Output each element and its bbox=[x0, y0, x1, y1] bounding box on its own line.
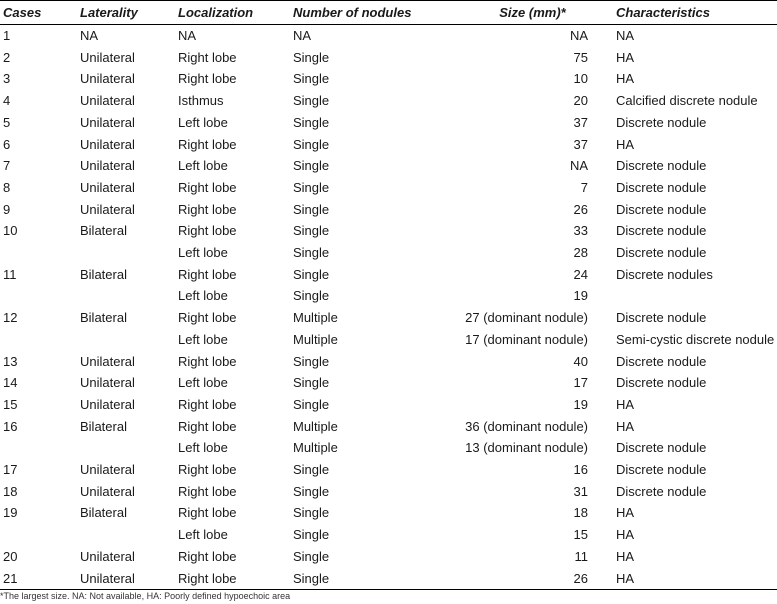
table-row bbox=[0, 437, 777, 459]
table-row bbox=[0, 329, 777, 351]
cell-case: 1 bbox=[3, 28, 11, 43]
cell-size: 18 bbox=[573, 505, 588, 521]
cell-nodule-count: Single bbox=[293, 114, 330, 130]
cell-laterality: Bilateral bbox=[80, 310, 127, 326]
cell-localization: Right lobe bbox=[178, 310, 237, 326]
cell-characteristics: HA bbox=[616, 418, 635, 434]
cell-laterality: Unilateral bbox=[80, 179, 135, 195]
cell-characteristics: HA bbox=[616, 548, 635, 564]
cell-characteristics bbox=[616, 285, 777, 307]
cell-characteristics: HA bbox=[616, 49, 635, 65]
cell-laterality bbox=[80, 285, 178, 307]
table-row bbox=[0, 90, 777, 112]
cell-characteristics: Discrete nodule bbox=[616, 158, 707, 174]
table-row bbox=[0, 25, 777, 47]
cell-nodule-count: Single bbox=[293, 201, 330, 217]
cell-size: 20 bbox=[573, 93, 588, 109]
cell-characteristics: Discrete nodule bbox=[616, 245, 707, 261]
cell-localization: Isthmus bbox=[178, 93, 224, 109]
cell-laterality: Bilateral bbox=[80, 505, 127, 521]
cell-case: 2 bbox=[3, 49, 11, 65]
cell-size: 31 bbox=[573, 483, 588, 499]
cell-nodule-count: Single bbox=[293, 223, 330, 239]
cell-characteristics: Semi-cystic discrete nodule bbox=[616, 331, 775, 347]
cell-localization: Right lobe bbox=[178, 353, 237, 369]
cell-localization: Left lobe bbox=[178, 527, 228, 543]
table-row bbox=[0, 568, 777, 590]
table-body bbox=[0, 25, 777, 590]
cell-size: 36 (dominant nodule) bbox=[465, 418, 588, 434]
table-row bbox=[0, 394, 777, 416]
cell-laterality: Unilateral bbox=[80, 49, 135, 65]
cell-size: 26 bbox=[573, 201, 588, 217]
cell-nodule-count: Single bbox=[293, 527, 330, 543]
cell-nodule-count: Single bbox=[293, 483, 330, 499]
cell-laterality bbox=[80, 329, 178, 351]
cell-characteristics: Discrete nodule bbox=[616, 483, 707, 499]
table-row bbox=[0, 155, 777, 177]
cell-nodule-count: Single bbox=[293, 179, 330, 195]
table-row bbox=[0, 264, 777, 286]
cell-nodule-count: Single bbox=[293, 462, 330, 478]
cell-size: 7 bbox=[580, 179, 588, 195]
cell-localization: Right lobe bbox=[178, 179, 237, 195]
table-row bbox=[0, 546, 777, 568]
cell-localization: Right lobe bbox=[178, 266, 237, 282]
table-row bbox=[0, 372, 777, 394]
cell-laterality: Unilateral bbox=[80, 114, 135, 130]
cell-case: 11 bbox=[3, 266, 17, 282]
cell-case: 16 bbox=[3, 418, 18, 434]
cell-nodule-count: Single bbox=[293, 375, 330, 391]
cell-size: 33 bbox=[573, 223, 588, 239]
cell-characteristics: HA bbox=[616, 568, 777, 590]
cell-size: 27 (dominant nodule) bbox=[465, 310, 588, 326]
header-cases: Cases bbox=[0, 1, 80, 25]
cell-nodule-count: Single bbox=[293, 158, 330, 174]
table-row bbox=[0, 177, 777, 199]
cell-localization: Right lobe bbox=[178, 223, 237, 239]
cell-nodule-count: Single bbox=[293, 505, 330, 521]
cell-size: 24 bbox=[573, 266, 588, 282]
cell-localization: Left lobe bbox=[178, 375, 228, 391]
cell-case: 21 bbox=[0, 568, 80, 590]
cell-localization: Right lobe bbox=[178, 418, 237, 434]
cell-laterality: Unilateral bbox=[80, 462, 135, 478]
cell-size: 26 bbox=[413, 568, 616, 590]
cell-characteristics: Discrete nodule bbox=[616, 179, 707, 195]
cell-laterality: Unilateral bbox=[80, 483, 135, 499]
cell-size: 37 bbox=[573, 136, 588, 152]
cell-case bbox=[0, 437, 80, 459]
cell-localization: Right lobe bbox=[178, 548, 237, 564]
table-header bbox=[0, 1, 777, 25]
cell-case: 18 bbox=[3, 483, 18, 499]
cell-localization: Right lobe bbox=[178, 201, 237, 217]
table-row bbox=[0, 199, 777, 221]
cell-localization: Left lobe bbox=[178, 288, 228, 304]
cell-case: 13 bbox=[3, 353, 18, 369]
cell-laterality: Unilateral bbox=[80, 93, 135, 109]
cell-nodule-count: Multiple bbox=[293, 418, 338, 434]
cell-size: 75 bbox=[573, 49, 588, 65]
cell-localization: Left lobe bbox=[178, 158, 228, 174]
cell-nodule-count: Single bbox=[293, 266, 330, 282]
table-row bbox=[0, 134, 777, 156]
cell-nodule-count: NA bbox=[293, 28, 312, 43]
cell-case: 4 bbox=[3, 93, 11, 109]
cell-nodule-count: Single bbox=[293, 353, 330, 369]
header-number-of-nodules: Number of nodules bbox=[293, 1, 413, 25]
cell-nodule-count: Multiple bbox=[293, 310, 338, 326]
cell-nodule-count: Single bbox=[293, 548, 330, 564]
cell-localization: Right lobe bbox=[178, 462, 237, 478]
cell-characteristics: Discrete nodule bbox=[616, 440, 707, 456]
cell-localization: Right lobe bbox=[178, 136, 237, 152]
cell-case: 17 bbox=[3, 462, 18, 478]
table-row bbox=[0, 459, 777, 481]
table-row bbox=[0, 502, 777, 524]
cell-case: 15 bbox=[3, 396, 18, 412]
table-row bbox=[0, 285, 777, 307]
cell-laterality: Unilateral bbox=[80, 71, 135, 87]
table-row bbox=[0, 68, 777, 90]
cell-case bbox=[0, 242, 80, 264]
cell-characteristics: HA bbox=[616, 71, 635, 87]
footnote: *The largest size. NA: Not available, HA: Poorly defined hypoechoic area bbox=[0, 591, 291, 601]
cell-size: 11 bbox=[574, 548, 588, 564]
cell-localization: Left lobe bbox=[178, 331, 228, 347]
cell-characteristics: Discrete nodule bbox=[616, 353, 707, 369]
cell-size: 40 bbox=[573, 353, 588, 369]
cell-characteristics: HA bbox=[616, 505, 635, 521]
cell-size: 19 bbox=[573, 288, 588, 304]
table-row bbox=[0, 351, 777, 373]
cell-case: 19 bbox=[3, 505, 18, 521]
header-size: Size (mm)* bbox=[413, 1, 616, 25]
table-row bbox=[0, 307, 777, 329]
cell-localization: Right lobe bbox=[178, 568, 293, 590]
cell-case: 8 bbox=[3, 179, 11, 195]
cell-size: 28 bbox=[573, 245, 588, 261]
cell-size: 15 bbox=[573, 527, 588, 543]
table-row bbox=[0, 524, 777, 546]
cell-localization: Right lobe bbox=[178, 505, 237, 521]
cell-nodule-count: Single bbox=[293, 71, 330, 87]
cell-localization: Right lobe bbox=[178, 396, 237, 412]
cell-localization: Left lobe bbox=[178, 245, 228, 261]
cell-laterality: Bilateral bbox=[80, 266, 127, 282]
cell-localization: Right lobe bbox=[178, 483, 237, 499]
cell-case bbox=[0, 329, 80, 351]
cell-characteristics: Discrete nodule bbox=[616, 310, 707, 326]
cell-laterality: Bilateral bbox=[80, 223, 127, 239]
cell-size: 13 (dominant nodule) bbox=[465, 440, 588, 456]
cell-nodule-count: Single bbox=[293, 245, 330, 261]
table-row bbox=[0, 220, 777, 242]
cell-laterality: Unilateral bbox=[80, 396, 135, 412]
cell-size: NA bbox=[569, 158, 588, 174]
cell-characteristics: Discrete nodule bbox=[616, 223, 707, 239]
cell-characteristics: HA bbox=[616, 136, 635, 152]
cell-nodule-count: Single bbox=[293, 568, 413, 590]
table-row bbox=[0, 242, 777, 264]
cell-nodule-count: Single bbox=[293, 136, 330, 152]
cell-laterality: Unilateral bbox=[80, 158, 135, 174]
cell-laterality: Unilateral bbox=[80, 353, 135, 369]
cell-laterality: Unilateral bbox=[80, 375, 135, 391]
cell-case: 9 bbox=[3, 201, 11, 217]
cell-laterality: Bilateral bbox=[80, 418, 127, 434]
header-characteristics: Characteristics bbox=[616, 1, 777, 25]
cell-localization: Right lobe bbox=[178, 71, 237, 87]
cell-case: 5 bbox=[3, 114, 11, 130]
cell-nodule-count: Multiple bbox=[293, 331, 338, 347]
header-localization: Localization bbox=[178, 1, 293, 25]
cell-nodule-count: Single bbox=[293, 93, 330, 109]
cell-nodule-count: Single bbox=[293, 49, 330, 65]
cell-characteristics: Discrete nodule bbox=[616, 201, 707, 217]
cell-nodule-count: Multiple bbox=[293, 440, 338, 456]
table-row bbox=[0, 481, 777, 503]
cell-case: 12 bbox=[3, 310, 18, 326]
cell-characteristics: Discrete nodule bbox=[616, 114, 707, 130]
cell-laterality bbox=[80, 524, 178, 546]
cell-case: 6 bbox=[3, 136, 11, 152]
cell-size: 37 bbox=[573, 114, 588, 130]
table-row bbox=[0, 47, 777, 69]
cell-characteristics: HA bbox=[616, 527, 635, 543]
cell-characteristics: NA bbox=[616, 28, 635, 43]
cell-localization: Left lobe bbox=[178, 114, 228, 130]
table-row bbox=[0, 112, 777, 134]
cell-laterality: Unilateral bbox=[80, 201, 135, 217]
cell-case: 10 bbox=[3, 223, 18, 239]
cell-size: 17 bbox=[573, 375, 588, 391]
cell-case bbox=[0, 285, 80, 307]
cell-characteristics: Calcified discrete nodule bbox=[616, 93, 758, 109]
cell-localization: Left lobe bbox=[178, 440, 228, 456]
cell-laterality bbox=[80, 437, 178, 459]
cell-case: 20 bbox=[3, 548, 18, 564]
cell-laterality: Unilateral bbox=[80, 136, 135, 152]
cell-laterality: Unilateral bbox=[80, 568, 178, 590]
cell-size: 17 (dominant nodule) bbox=[465, 331, 588, 347]
cell-laterality bbox=[80, 242, 178, 264]
header-laterality: Laterality bbox=[80, 1, 178, 25]
cell-nodule-count: Single bbox=[293, 396, 330, 412]
cell-characteristics: Discrete nodules bbox=[616, 266, 713, 282]
cell-localization: NA bbox=[178, 28, 197, 43]
table-row bbox=[0, 416, 777, 438]
cell-size: 16 bbox=[573, 462, 588, 478]
cell-nodule-count: Single bbox=[293, 288, 330, 304]
cell-case: 14 bbox=[3, 375, 18, 391]
cell-size: 10 bbox=[573, 71, 588, 87]
cell-case: 3 bbox=[3, 71, 11, 87]
cell-size: NA bbox=[569, 28, 588, 43]
cell-size: 19 bbox=[573, 396, 588, 412]
cell-laterality: NA bbox=[80, 28, 99, 43]
cell-characteristics: HA bbox=[616, 396, 635, 412]
cell-case: 7 bbox=[3, 158, 11, 174]
cell-characteristics: Discrete nodule bbox=[616, 375, 707, 391]
cell-laterality: Unilateral bbox=[80, 548, 135, 564]
cell-localization: Right lobe bbox=[178, 49, 237, 65]
header-row bbox=[0, 1, 777, 25]
cell-characteristics: Discrete nodule bbox=[616, 462, 707, 478]
cell-case bbox=[0, 524, 80, 546]
